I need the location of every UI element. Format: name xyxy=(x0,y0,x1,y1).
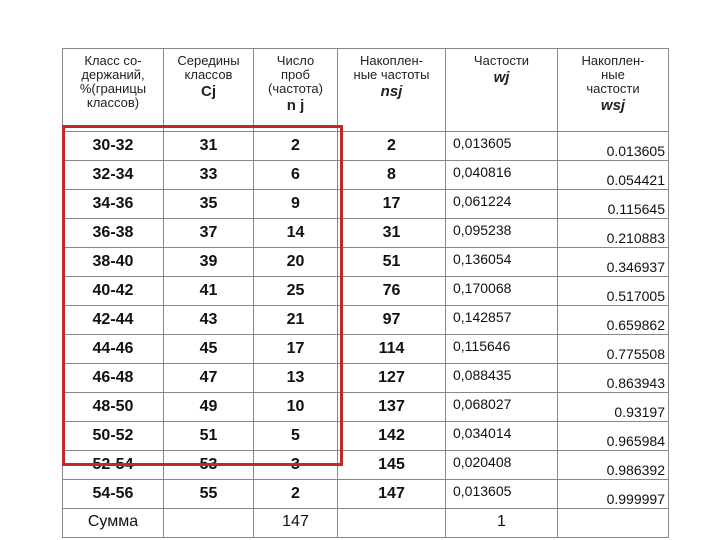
table-row xyxy=(63,393,669,422)
table-row xyxy=(63,132,669,161)
class-cell: 54-56 xyxy=(63,480,164,509)
class-cell: 38-40 xyxy=(63,248,164,277)
frequency-table-container xyxy=(62,48,668,530)
cumfreq-cell: 0.659862 xyxy=(558,306,669,335)
freq-cell: 0,136054 xyxy=(446,248,558,277)
mid-cell: 55 xyxy=(164,480,254,509)
table-body xyxy=(63,132,669,509)
cumfreq-cell: 0.115645 xyxy=(558,190,669,219)
count-cell: 13 xyxy=(254,364,338,393)
header-cumfreq: Накоплен- ные частости wsj xyxy=(558,49,669,132)
table-row xyxy=(63,190,669,219)
count-cell: 21 xyxy=(254,306,338,335)
cumfreq-cell: 0.986392 xyxy=(558,451,669,480)
cumcount-cell: 17 xyxy=(338,190,446,219)
class-cell: 44-46 xyxy=(63,335,164,364)
freq-cell: 0,034014 xyxy=(446,422,558,451)
header-count: Число проб (частота) n j xyxy=(254,49,338,132)
cumcount-cell: 142 xyxy=(338,422,446,451)
count-cell: 9 xyxy=(254,190,338,219)
freq-cell: 0,061224 xyxy=(446,190,558,219)
cumcount-cell: 76 xyxy=(338,277,446,306)
summary-row xyxy=(63,509,669,538)
cumcount-cell: 127 xyxy=(338,364,446,393)
count-cell: 17 xyxy=(254,335,338,364)
header-mid: Середины классов Cj xyxy=(164,49,254,132)
cumcount-cell: 114 xyxy=(338,335,446,364)
table-row xyxy=(63,306,669,335)
cumfreq-cell: 0.346937 xyxy=(558,248,669,277)
count-cell: 25 xyxy=(254,277,338,306)
cumfreq-cell: 0.965984 xyxy=(558,422,669,451)
cumcount-cell: 8 xyxy=(338,161,446,190)
cumfreq-cell: 0.775508 xyxy=(558,335,669,364)
table-row xyxy=(63,422,669,451)
freq-cell: 0,013605 xyxy=(446,132,558,161)
count-cell: 6 xyxy=(254,161,338,190)
freq-cell: 0,142857 xyxy=(446,306,558,335)
mid-cell: 37 xyxy=(164,219,254,248)
header-freq-symbol: wj xyxy=(493,69,510,86)
mid-cell: 31 xyxy=(164,132,254,161)
mid-cell: 51 xyxy=(164,422,254,451)
summary-mid-empty xyxy=(164,509,254,538)
frequency-table xyxy=(62,48,669,538)
table-row xyxy=(63,480,669,509)
freq-cell: 0,115646 xyxy=(446,335,558,364)
summary-freq: 1 xyxy=(446,509,558,538)
freq-cell: 0,040816 xyxy=(446,161,558,190)
mid-cell: 33 xyxy=(164,161,254,190)
cumcount-cell: 31 xyxy=(338,219,446,248)
mid-cell: 41 xyxy=(164,277,254,306)
cumcount-cell: 51 xyxy=(338,248,446,277)
header-mid-symbol: Cj xyxy=(201,83,216,100)
summary-count: 147 xyxy=(254,509,338,538)
header-count-symbol: n j xyxy=(286,97,305,114)
cumfreq-cell: 0.517005 xyxy=(558,277,669,306)
summary-cumcount-empty xyxy=(338,509,446,538)
cumfreq-cell: 0.054421 xyxy=(558,161,669,190)
class-cell: 46-48 xyxy=(63,364,164,393)
mid-cell: 43 xyxy=(164,306,254,335)
count-cell: 14 xyxy=(254,219,338,248)
table-row xyxy=(63,248,669,277)
count-cell: 10 xyxy=(254,393,338,422)
header-row xyxy=(63,49,669,132)
mid-cell: 35 xyxy=(164,190,254,219)
freq-cell: 0,088435 xyxy=(446,364,558,393)
summary-label: Сумма xyxy=(63,509,164,538)
freq-cell: 0,095238 xyxy=(446,219,558,248)
header-cumcount-symbol: nsj xyxy=(380,83,403,100)
count-cell: 5 xyxy=(254,422,338,451)
table-row xyxy=(63,335,669,364)
class-cell: 48-50 xyxy=(63,393,164,422)
freq-cell: 0,013605 xyxy=(446,480,558,509)
class-cell: 30-32 xyxy=(63,132,164,161)
cumcount-cell: 137 xyxy=(338,393,446,422)
count-cell: 20 xyxy=(254,248,338,277)
freq-cell: 0,068027 xyxy=(446,393,558,422)
class-cell: 36-38 xyxy=(63,219,164,248)
cumfreq-cell: 0.013605 xyxy=(558,132,669,161)
cumcount-cell: 97 xyxy=(338,306,446,335)
class-cell: 32-34 xyxy=(63,161,164,190)
table-row xyxy=(63,451,669,480)
mid-cell: 53 xyxy=(164,451,254,480)
cumcount-cell: 2 xyxy=(338,132,446,161)
header-cumcount: Накоплен- ные частоты nsj xyxy=(338,49,446,132)
class-cell: 40-42 xyxy=(63,277,164,306)
cumfreq-cell: 0.863943 xyxy=(558,364,669,393)
header-cumfreq-symbol: wsj xyxy=(600,97,626,114)
count-cell: 2 xyxy=(254,132,338,161)
freq-cell: 0,020408 xyxy=(446,451,558,480)
header-freq: Частости wj xyxy=(446,49,558,132)
cumfreq-cell: 0.93197 xyxy=(558,393,669,422)
cumcount-cell: 145 xyxy=(338,451,446,480)
mid-cell: 39 xyxy=(164,248,254,277)
cumfreq-cell: 0.999997 xyxy=(558,480,669,509)
cumfreq-cell: 0.210883 xyxy=(558,219,669,248)
freq-cell: 0,170068 xyxy=(446,277,558,306)
table-row xyxy=(63,277,669,306)
table-row xyxy=(63,364,669,393)
header-class: Класс со- держаний, %(границы классов) xyxy=(63,49,164,132)
class-cell: 52-54 xyxy=(63,451,164,480)
table-row xyxy=(63,219,669,248)
class-cell: 34-36 xyxy=(63,190,164,219)
summary-cumfreq-empty xyxy=(558,509,669,538)
mid-cell: 45 xyxy=(164,335,254,364)
count-cell: 3 xyxy=(254,451,338,480)
mid-cell: 47 xyxy=(164,364,254,393)
mid-cell: 49 xyxy=(164,393,254,422)
class-cell: 42-44 xyxy=(63,306,164,335)
class-cell: 50-52 xyxy=(63,422,164,451)
count-cell: 2 xyxy=(254,480,338,509)
table-row xyxy=(63,161,669,190)
cumcount-cell: 147 xyxy=(338,480,446,509)
